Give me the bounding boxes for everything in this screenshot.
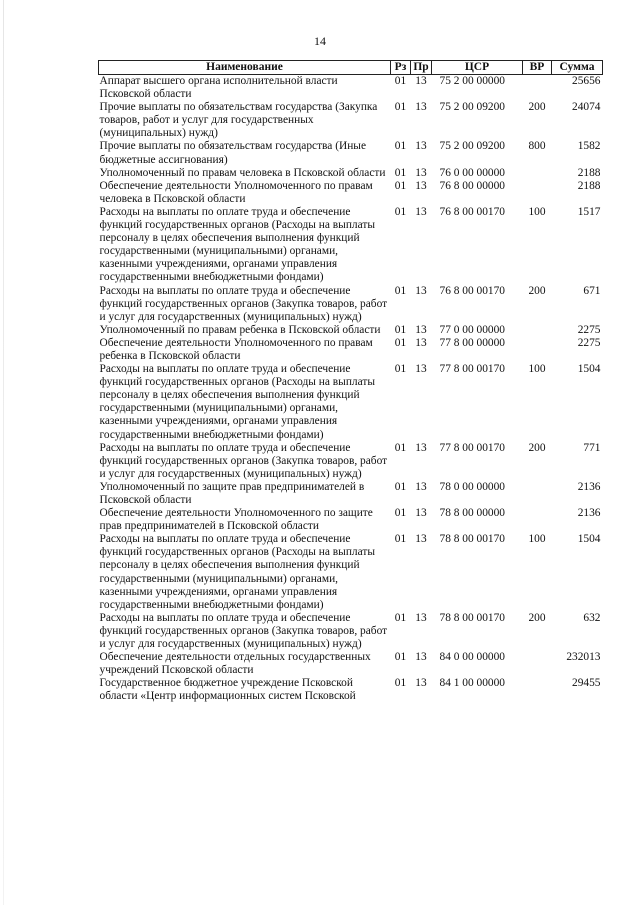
cell-pr: 13	[415, 363, 427, 376]
cell-csr: 78 8 00 00170	[439, 533, 505, 546]
cell-vr	[523, 337, 552, 363]
cell-sum: 1504	[577, 363, 601, 376]
cell-pr: 13	[415, 651, 427, 664]
scan-edge	[3, 0, 4, 905]
cell-name: Уполномоченный по правам человека в Псковской области	[99, 166, 386, 179]
cell-rz: 01	[394, 166, 407, 179]
cell-name: Расходы на выплаты по оплате труда и обеспечение функций государственных органов (Закупка товаров, работ и услуг для государственных (муниципальных) нужд)	[99, 611, 388, 651]
cell-vr: 200	[528, 441, 546, 454]
cell-sum: 2136	[577, 480, 601, 493]
table-row	[99, 442, 603, 481]
cell-rz: 01	[394, 677, 407, 690]
table-row	[99, 140, 603, 166]
cell-name: Расходы на выплаты по оплате труда и обеспечение функций государственных органов (Расходы на выплаты персоналу в целях обеспечения выполнения функций государственными (муниципальными) органами, казенными учреждениями, органами управления государственными внебюджетными фондами)	[99, 363, 375, 441]
cell-sum: 25656	[572, 75, 601, 87]
cell-sum: 1582	[577, 140, 601, 153]
cell-vr	[523, 180, 552, 206]
cell-vr: 200	[528, 101, 546, 114]
cell-rz: 01	[394, 179, 407, 192]
cell-pr: 13	[415, 179, 427, 192]
cell-pr: 13	[415, 101, 427, 114]
cell-name: Аппарат высшего органа исполнительной власти Псковской области	[99, 75, 338, 101]
cell-name: Расходы на выплаты по оплате труда и обеспечение функций государственных органов (Расходы на выплаты персоналу в целях обеспечения выполнения функций государственными (муниципальными) органами, казенными учреждениями, органами управления государственными внебюджетными фондами)	[99, 205, 375, 284]
header-name: Наименование	[99, 61, 391, 75]
header-sum: Сумма	[552, 61, 603, 75]
cell-pr: 13	[415, 205, 427, 218]
budget-table	[98, 60, 603, 704]
cell-pr: 13	[415, 611, 427, 624]
table-row	[99, 651, 603, 677]
cell-rz: 01	[394, 507, 407, 520]
cell-name: Государственное бюджетное учреждение Псковской области «Центр информационных систем Псковской	[99, 677, 356, 703]
table-row	[99, 677, 603, 703]
cell-sum: 1517	[577, 205, 601, 218]
cell-name: Обеспечение деятельности Уполномоченного по защите прав предпринимателей в Псковской области	[99, 507, 373, 533]
table-row	[99, 337, 603, 363]
cell-name: Расходы на выплаты по оплате труда и обеспечение функций государственных органов (Закупка товаров, работ и услуг для государственных (муниципальных) нужд)	[99, 284, 388, 323]
table-header	[99, 61, 603, 75]
cell-vr	[523, 167, 552, 180]
cell-csr: 77 8 00 00000	[439, 336, 505, 349]
table-row	[99, 533, 603, 612]
cell-csr: 84 1 00 00000	[439, 677, 505, 690]
cell-csr: 76 8 00 00170	[439, 205, 505, 218]
cell-vr	[523, 677, 552, 703]
cell-pr: 13	[415, 677, 427, 690]
table-row	[99, 75, 603, 102]
cell-pr: 13	[415, 480, 427, 493]
cell-vr: 100	[528, 363, 546, 376]
cell-csr: 75 2 00 00000	[439, 75, 505, 87]
table-row	[99, 101, 603, 140]
cell-rz: 01	[394, 336, 407, 349]
cell-vr	[523, 481, 552, 507]
cell-vr: 100	[528, 205, 546, 218]
cell-vr: 100	[528, 533, 546, 546]
cell-name: Расходы на выплаты по оплате труда и обеспечение функций государственных органов (Закупка товаров, работ и услуг для государственных (муниципальных) нужд)	[99, 441, 388, 480]
cell-pr: 13	[415, 323, 427, 336]
cell-sum: 2275	[577, 323, 601, 336]
cell-rz: 01	[394, 205, 407, 218]
cell-pr: 13	[415, 75, 427, 87]
cell-rz: 01	[394, 101, 407, 114]
cell-sum: 29455	[572, 677, 601, 690]
cell-sum: 232013	[566, 651, 601, 664]
cell-sum: 671	[583, 284, 601, 297]
cell-sum: 1504	[577, 533, 601, 546]
cell-sum: 2188	[577, 166, 601, 179]
table-row	[99, 167, 603, 180]
cell-vr	[523, 651, 552, 677]
cell-csr: 75 2 00 09200	[439, 140, 505, 153]
cell-sum: 2188	[577, 179, 601, 192]
cell-vr: 800	[528, 140, 546, 153]
cell-csr: 77 0 00 00000	[439, 323, 505, 336]
cell-vr: 200	[528, 284, 546, 297]
cell-rz: 01	[394, 363, 407, 376]
cell-pr: 13	[415, 533, 427, 546]
header-rz: Рз	[391, 61, 411, 75]
table-row	[99, 363, 603, 442]
cell-rz: 01	[394, 284, 407, 297]
cell-csr: 78 0 00 00000	[439, 480, 505, 493]
cell-name: Расходы на выплаты по оплате труда и обеспечение функций государственных органов (Расходы на выплаты персоналу в целях обеспечения выполнения функций государственными (муниципальными) органами, казенными учреждениями, органами управления государственными внебюджетными фондами)	[99, 533, 375, 611]
cell-name: Обеспечение деятельности Уполномоченного по правам ребенка в Псковской области	[99, 336, 373, 362]
cell-vr: 200	[528, 611, 546, 624]
cell-rz: 01	[394, 533, 407, 546]
cell-sum: 24074	[572, 101, 601, 114]
cell-sum: 771	[583, 441, 601, 454]
cell-csr: 76 8 00 00170	[439, 284, 505, 297]
cell-pr: 13	[415, 284, 427, 297]
table-body	[99, 75, 603, 704]
cell-pr: 13	[415, 166, 427, 179]
cell-pr: 13	[415, 140, 427, 153]
cell-vr	[523, 75, 552, 102]
cell-sum: 632	[583, 611, 601, 624]
table-row	[99, 481, 603, 507]
cell-rz: 01	[394, 140, 407, 153]
cell-csr: 84 0 00 00000	[439, 651, 505, 664]
cell-rz: 01	[394, 611, 407, 624]
header-pr: Пр	[411, 61, 432, 75]
cell-rz: 01	[394, 480, 407, 493]
header-vr: ВР	[523, 61, 552, 75]
table-row	[99, 285, 603, 324]
table-row	[99, 324, 603, 337]
cell-csr: 77 8 00 00170	[439, 363, 505, 376]
cell-rz: 01	[394, 75, 407, 87]
cell-csr: 78 8 00 00170	[439, 611, 505, 624]
cell-name: Уполномоченный по защите прав предпринимателей в Псковской области	[99, 480, 365, 506]
cell-sum: 2136	[577, 507, 601, 520]
cell-rz: 01	[394, 441, 407, 454]
header-csr: ЦСР	[432, 61, 523, 75]
cell-csr: 75 2 00 09200	[439, 101, 505, 114]
cell-pr: 13	[415, 441, 427, 454]
cell-rz: 01	[394, 323, 407, 336]
page-number: 14	[314, 34, 326, 48]
cell-csr: 77 8 00 00170	[439, 441, 505, 454]
cell-name: Обеспечение деятельности Уполномоченного по правам человека в Псковской области	[99, 179, 373, 205]
cell-vr	[523, 324, 552, 337]
table-row	[99, 180, 603, 206]
table-row	[99, 507, 603, 533]
cell-name: Прочие выплаты по обязательствам государства (Закупка товаров, работ и услуг для государственных (муниципальных) нужд)	[99, 101, 378, 140]
cell-name: Уполномоченный по правам ребенка в Псковской области	[99, 323, 381, 336]
cell-sum: 2275	[577, 336, 601, 349]
table-row	[99, 206, 603, 285]
cell-name: Обеспечение деятельности отдельных государственных учреждений Псковской области	[99, 651, 371, 677]
cell-pr: 13	[415, 507, 427, 520]
cell-rz: 01	[394, 651, 407, 664]
cell-csr: 78 8 00 00000	[439, 507, 505, 520]
table-row	[99, 612, 603, 651]
cell-name: Прочие выплаты по обязательствам государства (Иные бюджетные ассигнования)	[99, 140, 367, 166]
cell-vr	[523, 507, 552, 533]
cell-pr: 13	[415, 336, 427, 349]
cell-csr: 76 8 00 00000	[439, 179, 505, 192]
cell-csr: 76 0 00 00000	[439, 166, 505, 179]
